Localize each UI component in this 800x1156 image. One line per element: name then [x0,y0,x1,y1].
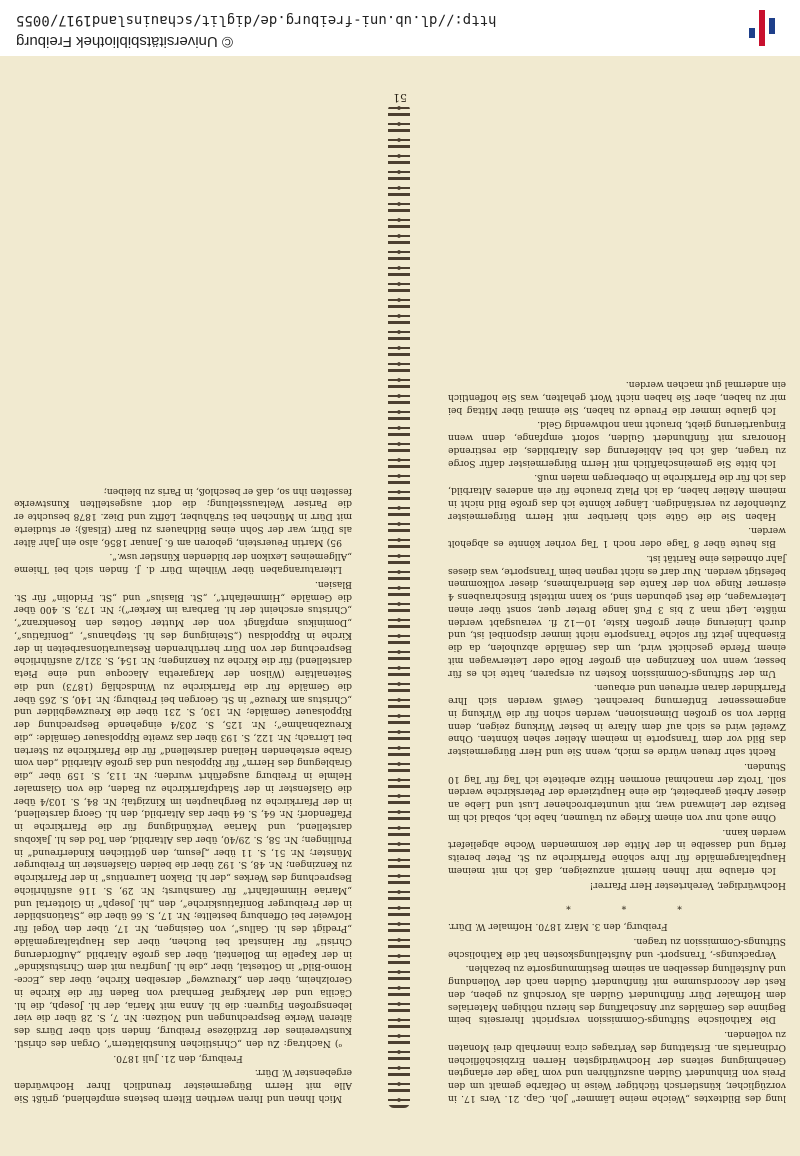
source-url-link[interactable]: http://dl.ub.uni-freiburg.de/diglit/schauinsland1917/0055 [16,12,497,28]
copyright-text: © Universitätsbibliothek Freiburg [16,33,233,50]
footnote-paragraph: ᵒ) Nachtrag: Zu den „Christlichen Kunstblättern“, Organ des christl. Kunstvereines der Erzdiözese Freiburg, finden sich über Dürrs des älteren Werke Besprechungen und Notizen: Nr. 7, S. 28 über die vier lebensgroßen Figuren: die hl. Anna mit Maria, der hl. Joseph, die hl. Cäcilia und der Markgraf Bernhard von Baden für die Kirche in Gerolzheim, über den „Kreuzweg“ derselben Kirche, über das „Ecce-Homo-Bild“ in Gottestal, über „die hl. Jungfrau mit dem Christuskinde“ in der Kapelle im Bollenteil, über das große Altarbild „Aufforderung Christi“ für Hainstadt bei Buchen, über das Hauptaltargemälde „Predigt des hl. Gallus“, von Geisingen, Nr. 17, über den Vogel für Hofweier bei Offenburg bestellte; Nr. 17, S. 66 über die „Stationsbilder in der Freiburger Bonifatiuskirche“, den „hl. Joseph“ in Glottertal und „Mariae Himmelfahrt“ für Gamshurst; Nr. 29, S. 116 ausführliche Besprechung des Werkes „der hl. Diakon Laurentius“ in der Pfarrkirche zu Kenzingen; Nr. 48, S. 192 über die beiden Glasfenster im Freiburger Münster; Nr. 51, S. 11 über „Jesum, den göttlichen Kinderfreund“ in Pfullingen; Nr. 58, S. 29/40, über das Altarbild, den Tod des hl. Jakobus darstellend, und Mariae Verkündigung für die Pfarrkirche in Pfaffendorf; Nr. 64, S. 64 über das Altarbild, den hl. Georg darstellend, in der Pfarrkirche zu Berghaupten im Kinzigtal; Nr. 84, S. 103/4 über die Glasfenster in der Stadtpfarrkirche zu Baden, die von Glasmaler Helmle in Freiburg ausgeführt wurden; Nr. 113, S. 159 über „die Grablegung des Herrn“ für Rippolsau und das große Altarbild „den vom Grabe erstehenden Heiland darstellend“ für die Pfarrkirche zu Sterten bei Lörrach; Nr. 122, S. 193 über das zweite Rippolsauer Gemälde: „die Kreuzabnahme“; Nr. 125, S. 203/4 eingehende Besprechung der Rippolsauer Gemälde; Nr. 130, S. 231 über die Kreuzwegbilder und „Christus am Kreuze“ in St. Georgen bei Freiburg; Nr. 140, S. 265 über die Gemälde für die Pfarrkirche zu Windschläg (1873) und die Seitenaltäre (Wilson der Margaretha Alacoque und eine Pieta darstellend) für die Kirche zu Kenzingen; Nr. 154, S. 321/2 ausführliche Besprechung der von Dürr herrührenden Restaurationsarbeiten in der Kirche in Rippoldsau („Steinigung des hl. Stephanus“, „Bonifatius“, „Dominikus empfängt von der Mutter Gottes den Rosenkranz“, „Christus erscheint der hl. Barbara im Kerker“); Nr. 173, S. 400 über die Gemälde „Himmelfahrt“, „St. Blasius“ und „St. Fridolin“ für St. Blasien. [14,579,352,1049]
page-rotated [0,56,800,1156]
paragraph: Ich glaube immer die Freude zu haben, Sie einmal über Mittag bei mir zu haben, aber Sie haben nicht Wort gehalten, was Sie hoffentlich ein andermal gut machen werden. [448,379,786,416]
signature-line: Freiburg, den 3. März 1870. Hofmaler W. Dürr. [448,921,668,933]
left-column [448,376,786,1105]
university-logo-icon [742,8,782,48]
paragraph: Haben Sie die Güte sich hierüber mit Herrn Bürgermeister Zutenhofer zu verständigen. Länger könnte ich das große Bild nicht in meinem Atelier haben, da ich Platz brauche für ein anderes Altarbild, das ich für die Pfarrkirche in Oberbergen malen muß. [448,472,786,522]
viewer-header [0,0,800,57]
paragraph: Um der Stiftungs-Commission Kosten zu ersparen, hatte ich es für besser, wenn von Kenzingen ein großer Rolle oder Leiterwagen mit einem Pferde geschickt wird, um das Gemälde abzuholen, da die Eisenbahn jetzt für solche Transporte nicht immer disponibel ist, und durch Linierung einer großen Kiste, 10—12 fl. verausgabt werden müßte. Legt man 2 bis 3 Fuß lange Breter quer, sonst über einen Leiterwagen, die fest gebunden sind, so kann mittelst Einschraubens 4 eiserner Ringe von der Kante des Blendrahmens, dieser vollkommen befestigt werden. Nur darf es nicht regnen beim Transporte, was dieses Jahr ohnedies eine Rarität ist. [448,553,786,679]
right-column [14,482,352,1104]
footnote-paragraph: 95) Martin Feuerstein, geboren am 6. Januar 1856, also ein Jahr älter als Dürr, war der Sohn eines Bildhauers zu Barr (Elsaß); er studierte mit Dürr in München bei Strähuber, Löfftz und Diez. 1878 besuchte er die Pariser Weltausstellung; die dort ausgestellten Kunstwerke fesselten ihn so, daß er beschloß, in Paris zu bleiben; [14,485,352,548]
paragraph: Recht sehr freuen würde es mich, wenn Sie und Herr Bürgermeister das Bild vor dem Transporte in meinem Atelier sehen könnten. Ohne Zweifel wird es sich auf dem Altare in bester Wirkung zeigen, denn Bilder von so großen Dimensionen, werden schon für die Wirkung in angemessener Entfernung berechnet. Gewiß werden sich Ihre Pfarrkinder daran erfreuen und erbauen. [448,682,786,758]
paragraph: Ich erlaube mir Ihnen hiermit anzuzeigen, daß ich mit meinem Hauptaltargemälde für Ihre schöne Pfarrkirche zu St. Peter bereits fertig und dasselbe in der Mitte der kommenden Woche abgeliefert werden kann. [448,826,786,876]
header-rotated [0,0,800,56]
paragraph: Bis heute über 8 Tage oder noch 1 Tag vorher könnte es abgeholt werden. [448,525,786,550]
section-separator: * * * [542,900,682,912]
scanned-page [0,56,800,1156]
paragraph: Mich Ihnen und Ihren werthen Eltern bestens empfehlend, grüßt Sie Alle mit Herrn Bürgermeister freundlich Ihrer Hochwürden ergebenster W. Dürr. [14,1067,352,1104]
paragraph: lung des Bildtextes „Weiche meine Lämmer“ Joh. Cap. 21. Vers 17. in vorzüglicher, künstlerisch tüchtiger Weise in Oelfarbe gemalt um den Preis von Einhundert Gulden auszuführen und vom Tage der erlangten Genehmigung seitens der Hochwürdigsten Herren Erzbischöflichen Ordinariats an. Erstattung des Vertrages circa innerhalb drei Monaten zu vollenden. [448,1029,786,1104]
date-line: Freiburg, den 21. Juli 1870. [113,1052,243,1064]
paragraph: Ich bitte Sie gemeinschaftlich mit Herrn Bürgermeister dafür Sorge zu tragen, daß ich bei Ablieferung des Altarbildes, die restirende Honorars mit fünfhundert Gulden, sofort empfange, denn wenn Einquartierung giebt, braucht man nothwendig Geld. [448,419,786,469]
page-number: 51 [393,91,407,104]
paragraph: Verpackungs-, Transport- und Aufstellungskosten hat die Katholische Stiftungs-Commission zu tragen. [448,936,786,960]
paragraph: Literaturangaben über Wilhelm Dürr d. J. finden sich bei Thieme „Allgemeines Lexikon der bildenden Künstler usw.“. [14,551,352,576]
salutation: Hochwürdiger, Verehrtester Herr Pfarrer! [589,879,786,891]
ornamental-divider [388,104,410,1108]
paragraph: Die Katholische Stiftungs-Commission verspricht Ihrerseits beim Beginne des Gemäldes zur Anschaffung des hierzu nöthigen Materiales dem Hofmaler Dürr fünfhundert Gulden als Vorschuß zu geben, den Rest der Accordsumme mit fünfhundert Gulden nach der Vollendung und Aufstellung desselben an seinem Bestimmungsorte zu bezahlen. [448,963,786,1026]
paragraph: Ohne auch nur von einem Kriege zu träumen, habe ich, sobald ich im Besitze der Leinwand war, mit ununterbrochener Lust und Liebe an dieser Arbeit gearbeitet, die eine Hauptzierde der Peterskirche werden soll. Trotz der manchmal enormen Hitze arbeitete ich Tag für Tag 10 Stunden. [448,761,786,823]
